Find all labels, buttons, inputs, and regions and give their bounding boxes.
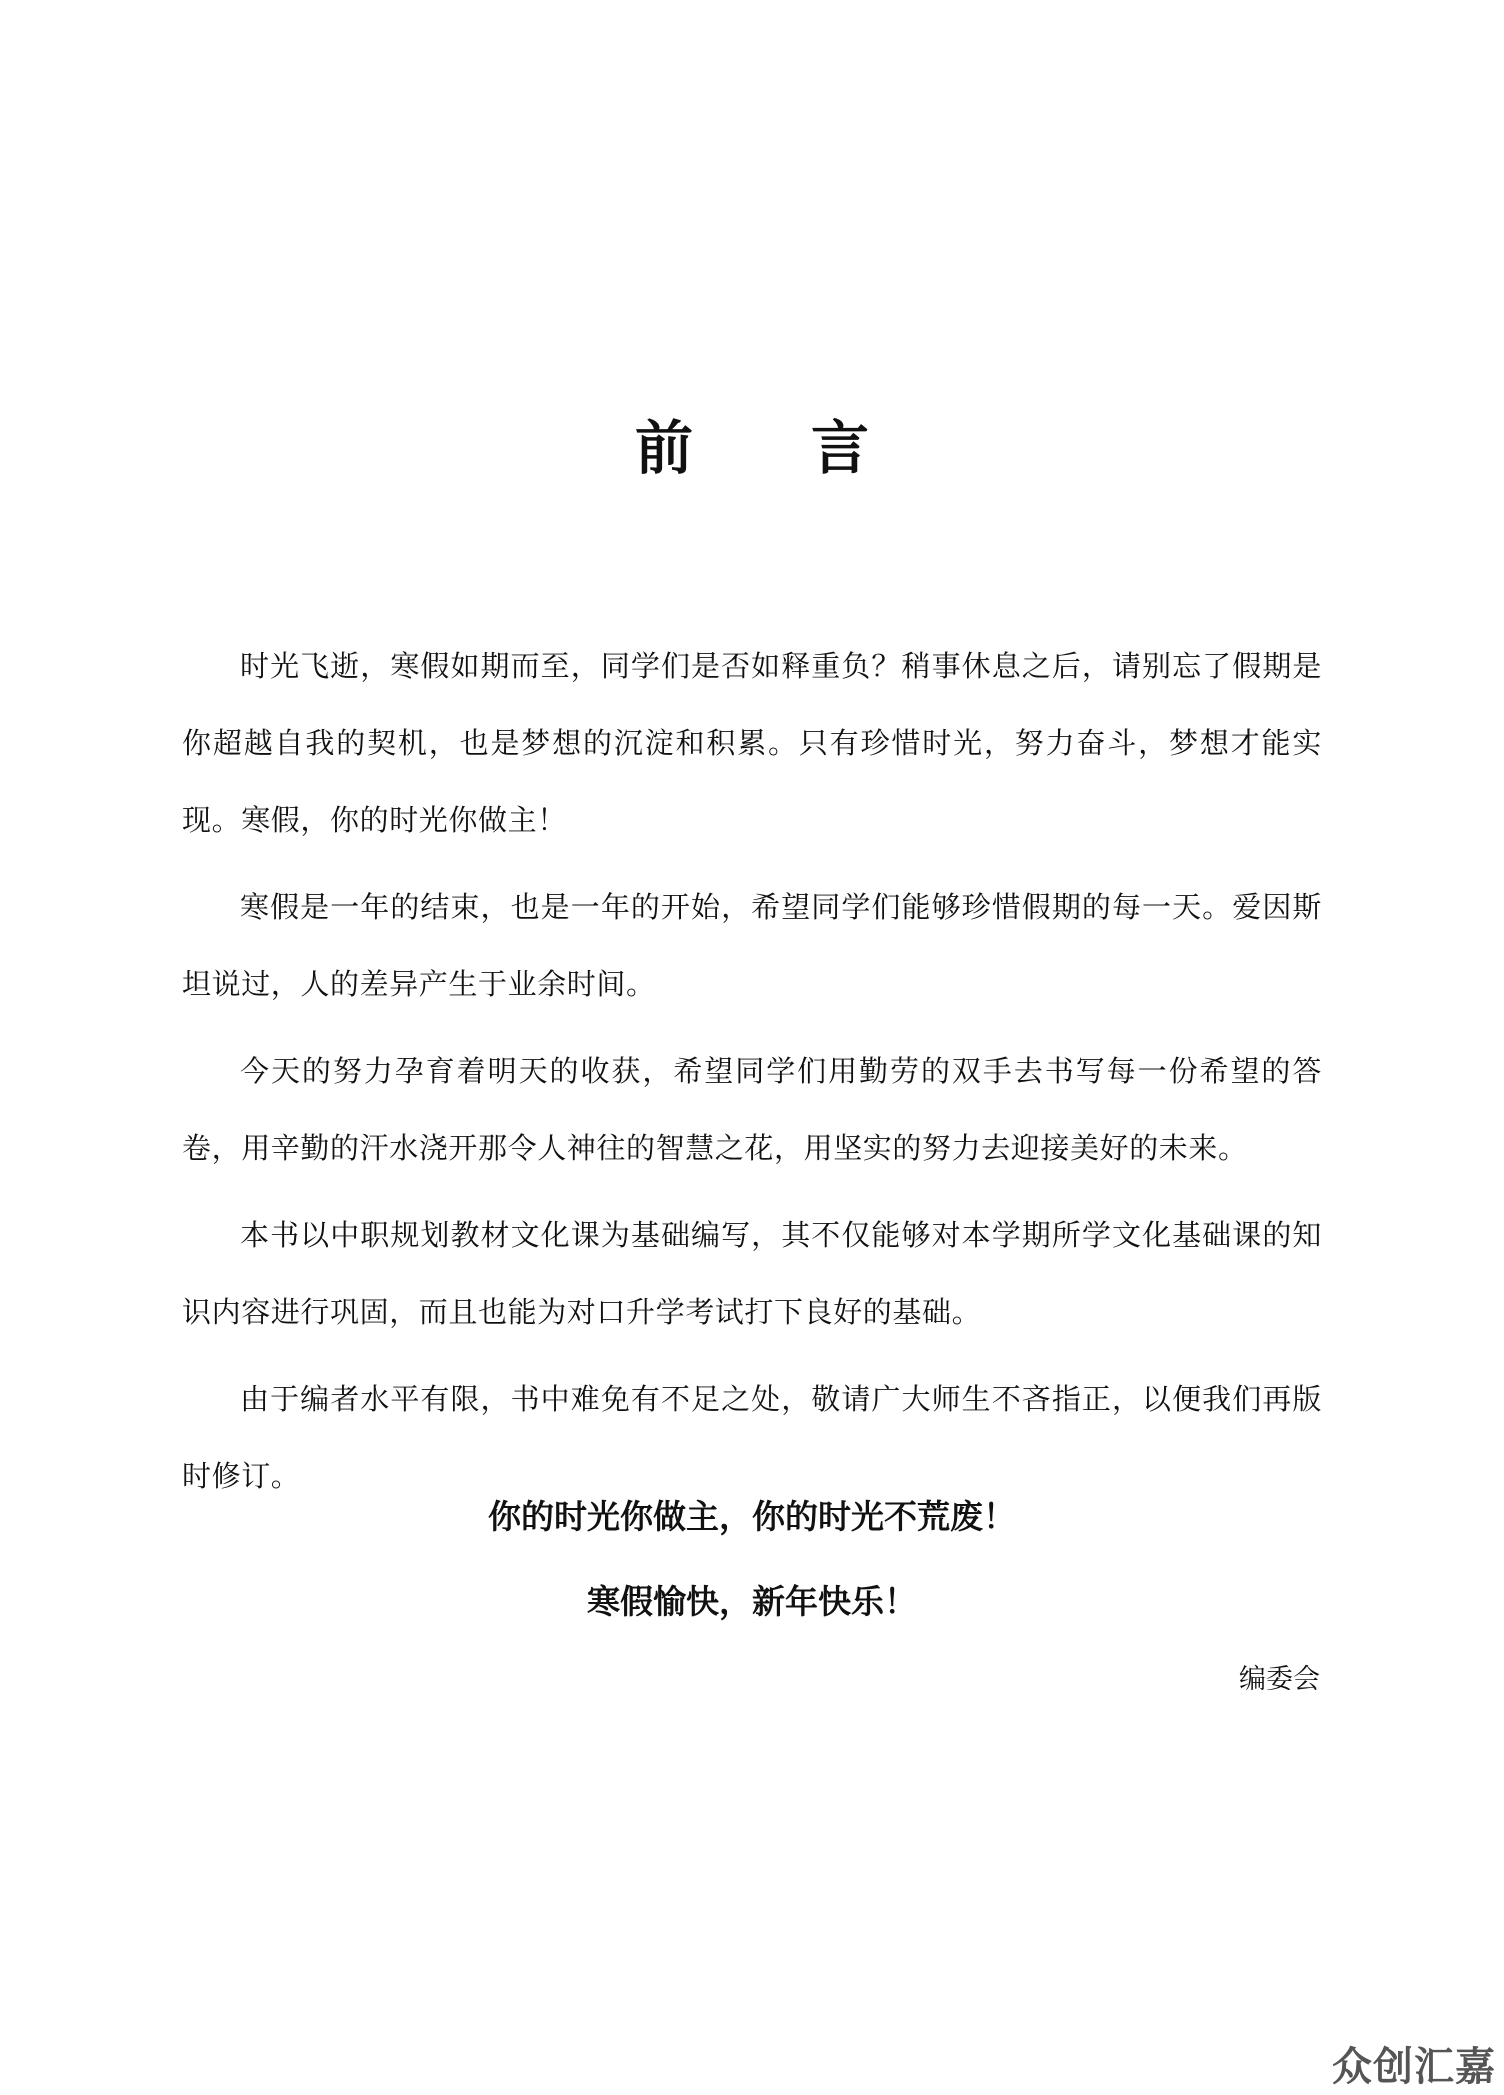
slogan-line-1: 你的时光你做主，你的时光不荒废！	[488, 1497, 1016, 1536]
paragraph-4: 本书以中职规划教材文化课为基础编写，其不仅能够对本学期所学文化基础课的知识内容进行巩固，而且也能为对口升学考试打下良好的基础。	[182, 1218, 1322, 1329]
preface-body	[182, 628, 1322, 1525]
paragraph-2: 寒假是一年的结束，也是一年的开始，希望同学们能够珍惜假期的每一天。爱因斯坦说过，人的差异产生于业余时间。	[182, 890, 1322, 1001]
paragraph-1: 时光飞逝，寒假如期而至，同学们是否如释重负？稍事休息之后，请别忘了假期是你超越自我的契机，也是梦想的沉淀和积累。只有珍惜时光，努力奋斗，梦想才能实现。寒假，你的时光你做主！	[182, 649, 1322, 837]
watermark-logo: 众创汇嘉	[1332, 2044, 1496, 2090]
slogan-line-2: 寒假愉快，新年快乐！	[587, 1582, 917, 1621]
page-title: 前言	[634, 414, 987, 482]
paragraph-3: 今天的努力孕育着明天的收获，希望同学们用勤劳的双手去书写每一份希望的答卷，用辛勤的汗水浇开那令人神往的智慧之花，用坚实的努力去迎接美好的未来。	[182, 1054, 1322, 1165]
signature: 编委会	[1239, 1664, 1320, 1695]
paragraph-5: 由于编者水平有限，书中难免有不足之处，敬请广大师生不吝指正，以便我们再版时修订。	[182, 1382, 1322, 1493]
